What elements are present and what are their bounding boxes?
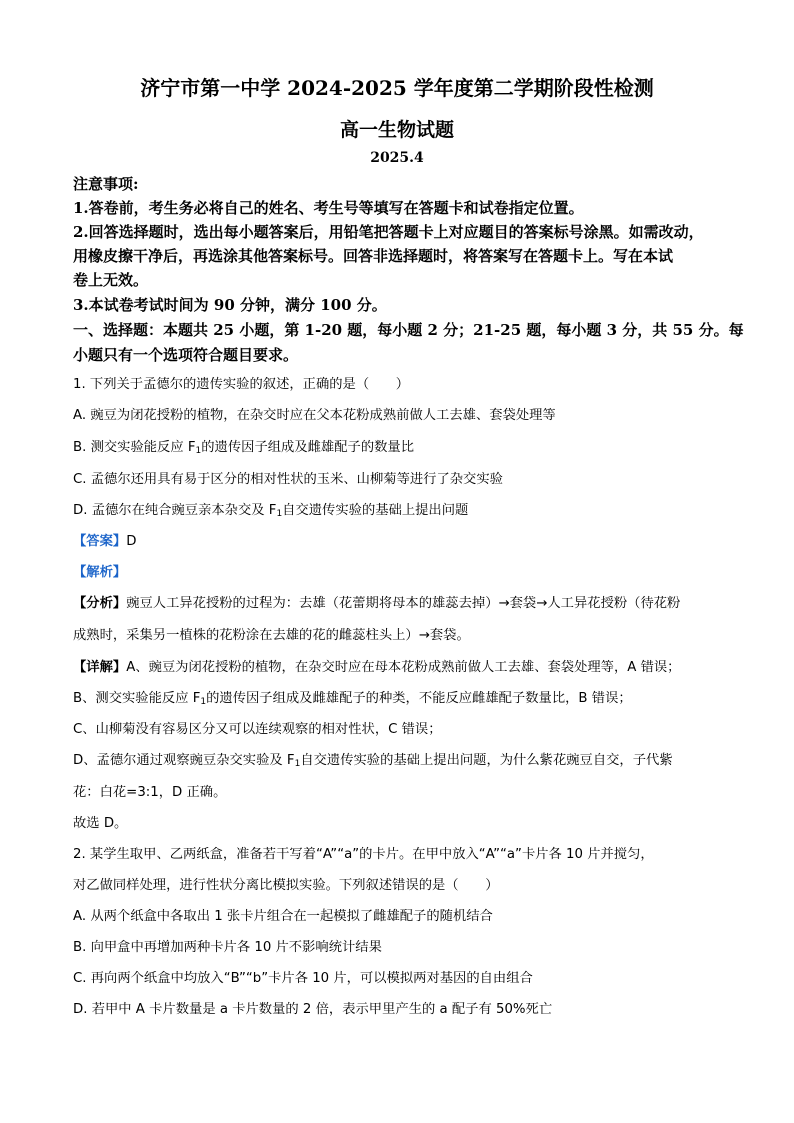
exam-date: 2025.4: [370, 150, 424, 166]
xiangjie-line-c: C、山柳菊没有容易区分又可以连续观察的相对性状，C 错误；: [73, 722, 442, 737]
question-2-option-a: A. 从两个纸盒中各取出 1 张卡片组合在一起模拟了雌雄配子的随机结合: [73, 909, 493, 924]
question-2-stem-line-2: 对乙做同样处理，进行性状分离比模拟实验。下列叙述错误的是（ ）: [73, 878, 499, 893]
xiangjie-line-b: B、测交实验能反应 $F_1$的遗传因子组成及雌雄配子的种类，不能反应雌雄配子数量比，B 错误；: [73, 691, 632, 707]
note-1: 1.答卷前，考生务必将自己的姓名、考生号等填写在答题卡和试卷指定位置。: [73, 199, 584, 217]
note-2-line-1: 2.回答选择题时，选出每小题答案后，用铅笔把答题卡上对应题目的答案标号涂黑。如需改动，: [73, 223, 704, 241]
notes-heading: 注意事项:: [73, 175, 139, 193]
fenxi-line-2: 成熟时，采集另一植株的花粉涂在去雄的花的雌蕊柱头上）→套袋。: [73, 628, 470, 643]
xiangjie-line-d: D、孟德尔通过观察豌豆杂交实验及 $F_1$自交遗传实验的基础上提出问题，为什么紫花豌豆自交，子代紫: [73, 753, 673, 769]
exam-title: 济宁市第一中学 2024-2025 学年度第二学期阶段性检测: [140, 76, 654, 100]
question-2-option-c: C. 再向两个纸盒中均放入“B”“b”卡片各 10 片，可以模拟两对基因的自由组合: [73, 971, 533, 986]
xiangjie-line-a: 【详解】A、豌豆为闭花授粉的植物，在杂交时应在母本花粉成熟前做人工去雄、套袋处理等，A 错误；: [73, 660, 681, 675]
analysis-heading: 【解析】: [73, 565, 127, 580]
question-1-option-a: A. 豌豆为闭花授粉的植物，在杂交时应在父本花粉成熟前做人工去雄、套袋处理等: [73, 408, 556, 423]
question-1-conclusion: 故选 D。: [73, 816, 128, 831]
fenxi-line-1: 【分析】豌豆人工异花授粉的过程为：去雄（花蕾期将母本的雄蕊去掉）→套袋→人工异花授粉（待花粉: [73, 596, 681, 611]
question-2-option-b: B. 向甲盒中再增加两种卡片各 10 片不影响统计结果: [73, 940, 382, 955]
question-2-stem-line-1: 2. 某学生取甲、乙两纸盒，准备若干写着“A”“a”的卡片。在甲中放入“A”“a”卡片各 10 片并搅匀，: [73, 847, 654, 862]
question-1-option-c: C. 孟德尔还用具有易于区分的相对性状的玉米、山柳菊等进行了杂交实验: [73, 472, 503, 487]
note-2-line-3: 卷上无效。: [73, 271, 149, 289]
answer-line: 【答案】D: [73, 534, 137, 549]
note-3: 3.本试卷考试时间为 90 分钟，满分 100 分。: [73, 296, 387, 314]
exam-subject-title: 高一生物试题: [339, 119, 454, 141]
xiangjie-line-d-cont: 花：白花=3:1，D 正确。: [73, 785, 227, 800]
note-2-line-2: 用橡皮擦干净后，再选涂其他答案标号。回答非选择题时，将答案写在答题卡上。写在本试: [73, 247, 674, 265]
question-1-option-d: D. 孟德尔在纯合豌豆亲本杂交及 $F_1$自交遗传实验的基础上提出问题: [73, 503, 469, 519]
question-1-option-b: B. 测交实验能反应 $F_1$的遗传因子组成及雌雄配子的数量比: [73, 440, 415, 456]
question-2-option-d: D. 若甲中 A 卡片数量是 a 卡片数量的 2 倍，表示甲里产生的 a 配子有 50%死亡: [73, 1002, 553, 1017]
section-heading-line-2: 小题只有一个选项符合题目要求。: [73, 346, 299, 364]
question-1-stem: 1. 下列关于孟德尔的遗传实验的叙述，正确的是（ ）: [73, 377, 410, 392]
section-heading-line-1: 一、选择题：本题共 25 小题，第 1-20 题，每小题 2 分；21-25 题，每小题 3 分，共 55 分。每: [73, 321, 744, 339]
